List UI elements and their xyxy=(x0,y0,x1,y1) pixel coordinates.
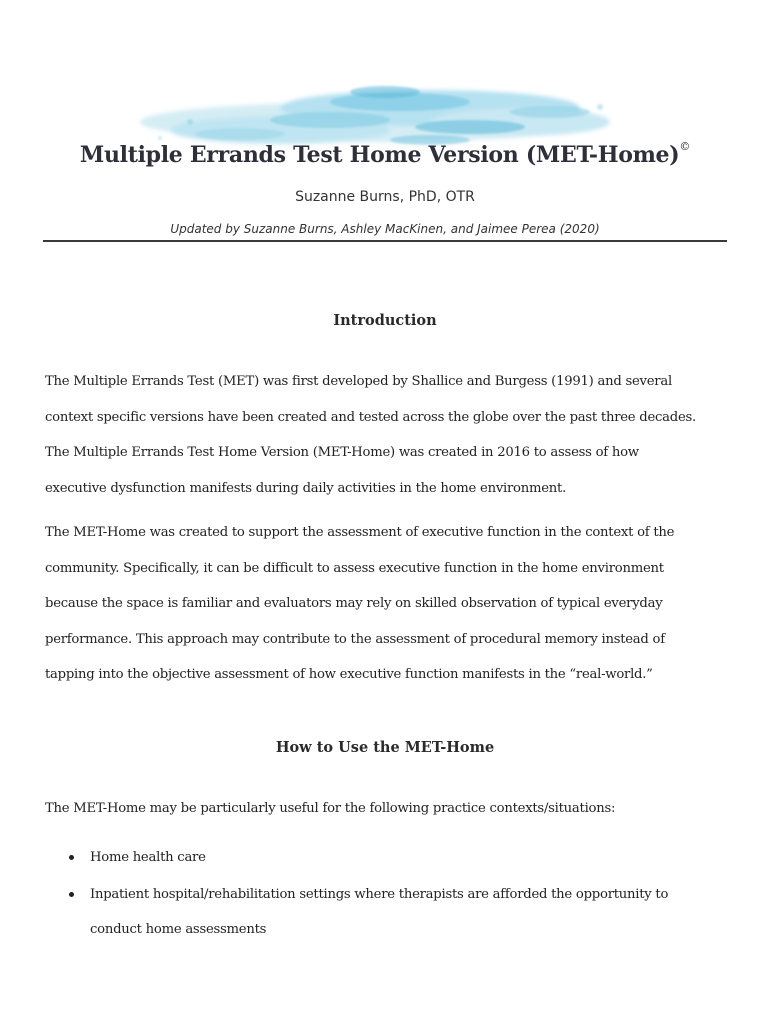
paragraph-line: community. Specifically, it can be difficult to assess executive function in the home environment xyxy=(45,560,664,576)
paragraph-line: tapping into the objective assessment of how executive function manifests in the “real-world.” xyxy=(45,667,653,682)
header-divider xyxy=(43,240,727,242)
practice-contexts-list xyxy=(45,840,735,949)
author-line: Suzanne Burns, PhD, OTR xyxy=(295,189,475,205)
introduction-heading: Introduction xyxy=(333,312,437,329)
document-title xyxy=(0,142,770,168)
list-item-text: Inpatient hospital/rehabilitation settings where therapists are afforded the opportunity to xyxy=(90,886,669,902)
bullet-icon xyxy=(69,892,74,897)
bullet-icon xyxy=(69,855,74,860)
list-item xyxy=(45,840,735,876)
introduction-paragraph-2 xyxy=(45,515,735,693)
paragraph-line: The MET-Home was created to support the assessment of executive function in the context of the xyxy=(45,525,675,540)
paragraph-line: The MET-Home may be particularly useful for the following practice contexts/situations: xyxy=(45,801,616,816)
how-to-use-heading: How to Use the MET-Home xyxy=(275,739,495,756)
copyright-mark: © xyxy=(679,140,691,153)
paragraph-line: The Multiple Errands Test Home Version (MET-Home) was created in 2016 to assess of how xyxy=(45,445,639,460)
paragraph-line: The Multiple Errands Test (MET) was first developed by Shallice and Burgess (1991) and several xyxy=(45,374,672,389)
list-item xyxy=(45,877,735,948)
list-item-text: Home health care xyxy=(90,850,206,865)
introduction-paragraph-1 xyxy=(45,364,735,506)
document-title-text: Multiple Errands Test Home Version (MET-Home) xyxy=(79,142,680,168)
how-to-use-intro xyxy=(45,791,735,827)
paragraph-line: executive dysfunction manifests during daily activities in the home environment. xyxy=(45,480,567,496)
paragraph-line: context specific versions have been created and tested across the globe over the past three decades. xyxy=(45,409,696,425)
list-item-text: conduct home assessments xyxy=(90,922,267,937)
paragraph-line: because the space is familiar and evaluators may rely on skilled observation of typical everyday xyxy=(45,596,663,611)
paragraph-line: performance. This approach may contribute to the assessment of procedural memory instead of xyxy=(45,631,665,647)
updated-by-line: Updated by Suzanne Burns, Ashley MacKinen, and Jaimee Perea (2020) xyxy=(170,222,600,236)
